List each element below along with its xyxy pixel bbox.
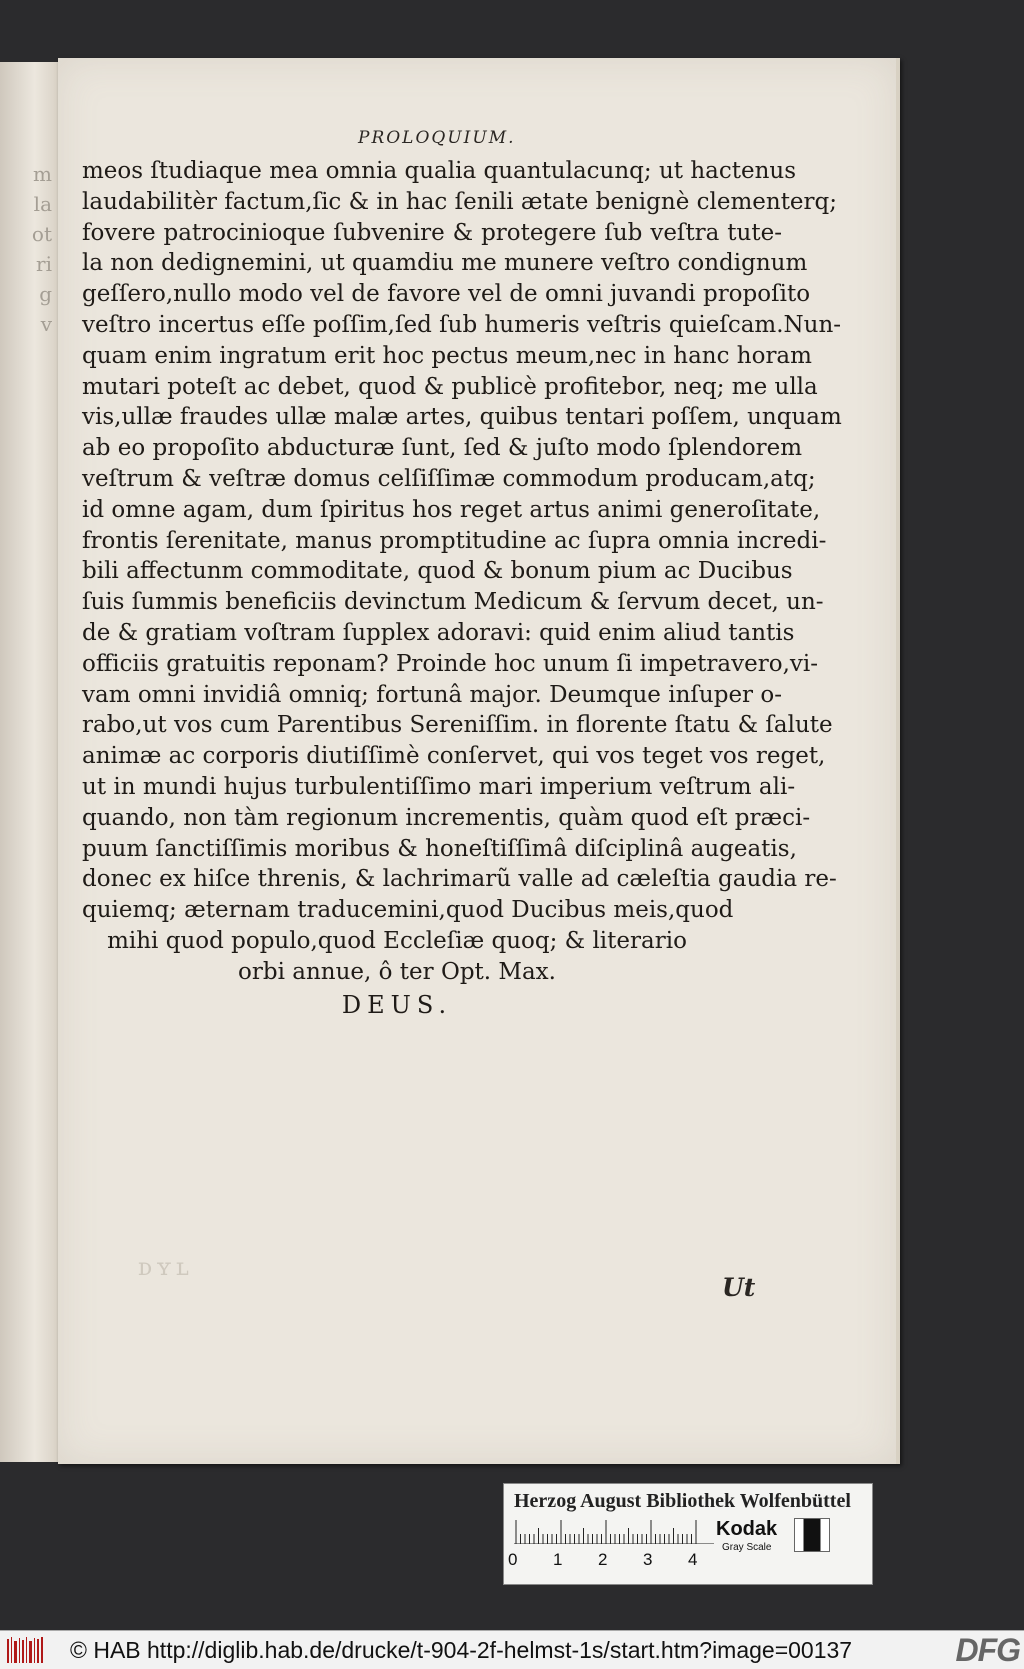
text-line: puum ſanctiſſimis moribus & honeſtiſſimâ diſciplinâ augeatis,: [82, 835, 797, 862]
closing-line: mihi quod populo,quod Eccleſiæ quoq; & literario: [107, 927, 687, 954]
body-lines: [82, 156, 842, 895]
catchword: Ut: [722, 1273, 756, 1302]
ruler-number: 3: [643, 1550, 653, 1569]
bleed-through-text: ri: [36, 252, 52, 276]
ruler-scale: [514, 1520, 714, 1544]
kodak-brand: Kodak: [716, 1518, 778, 1540]
book-page: [58, 58, 900, 1464]
text-line: meos ſtudiaque mea omnia qualia quantulacunq; ut hactenus: [82, 158, 797, 184]
text-line: ut in mundi hujus turbulentiſſimo mari imperium veſtrum ali-: [82, 773, 796, 800]
barcode-icon: [6, 1635, 46, 1665]
text-line: bili affectunm commoditate, quod & bonum pium ac Ducibus: [82, 558, 793, 585]
footer-bar: [0, 1630, 1024, 1669]
institution-label: Herzog August Bibliothek Wolfenbüttel: [514, 1490, 851, 1512]
gray-scale-label: Gray Scale: [722, 1542, 772, 1553]
bleed-through-text: la: [33, 192, 52, 216]
gray-scale-patch: [794, 1518, 830, 1552]
bleed-through-text: v: [40, 312, 52, 336]
ruler-number: 0: [508, 1550, 518, 1569]
text-line: animæ ac corporis diutiſſimè conſervet, qui vos teget vos reget,: [82, 743, 826, 770]
text-line: geſſero,nullo modo vel de favore vel de omni juvandi propoſito: [82, 281, 811, 308]
source-url[interactable]: © HAB http://diglib.hab.de/drucke/t-904-2f-helmst-1s/start.htm?image=00137: [70, 1637, 853, 1663]
text-line: mutari poteſt ac debet, quod & publicè profitebor, neq; me ulla: [82, 373, 818, 400]
ruler-number: 1: [553, 1550, 563, 1569]
facing-page-edge: [0, 62, 59, 1462]
text-line: vam omni invidiâ omniq; fortunâ major. Deumque inſuper o-: [82, 681, 782, 708]
text-line: quam enim ingratum erit hoc pectus meum,nec in hanc horam: [82, 342, 812, 369]
text-line: la non dedignemini, ut quamdiu me munere veſtro condignum: [82, 250, 808, 277]
bleed-through-mark: ᴅʏʟ: [138, 1253, 193, 1281]
text-line: ſuis ſummis beneficiis devinctum Medicum & ſervum decet, un-: [82, 589, 824, 616]
color-calibration-card: [503, 1483, 873, 1585]
running-head: PROLOQUIUM.: [358, 128, 516, 148]
bleed-through-text: ot: [31, 222, 52, 246]
closing-line: orbi annue, ô ter Opt. Max.: [238, 958, 556, 985]
ruler-number: 2: [598, 1550, 608, 1569]
text-line: frontis ſerenitate, manus promptitudine ac ſupra omnia incredi-: [82, 527, 827, 554]
text-line: quando, non tàm regionum incrementis, quàm quod eſt præci-: [82, 804, 811, 831]
bleed-through-text: g: [39, 282, 52, 306]
closing-lines: [82, 895, 782, 987]
text-line: donec ex hiſce threnis, & lachrimarũ valle ad cæleſtia gaudia re-: [82, 866, 837, 893]
text-line: laudabilitèr factum,ſic & in hac ſenili ætate benignè clementerq;: [82, 188, 838, 215]
text-line: veſtrum & veſtræ domus celſiſſimæ commodum producam,atq;: [82, 465, 816, 492]
bleed-through-text: m: [33, 162, 52, 186]
body-text: [82, 156, 842, 1020]
text-line: ab eo propoſito abducturæ ſunt, ſed & juſto modo ſplendorem: [82, 435, 803, 462]
text-line: id omne agam, dum ſpiritus hos reget artus animi generoſitate,: [82, 496, 821, 523]
text-line: veſtro incertus eſſe poſſim,ſed ſub humeris veſtris quieſcam.Nun-: [82, 311, 842, 338]
dfg-logo: DFG: [955, 1632, 1020, 1668]
text-line: officiis gratuitis reponam? Proinde hoc unum ſi impetravero,vi-: [82, 650, 819, 677]
text-line: rabo,ut vos cum Parentibus Sereniſſim. in florente ſtatu & ſalute: [82, 712, 833, 739]
closing-line: quiemq; æternam traducemini,quod Ducibus meis,quod: [82, 897, 734, 924]
ruler-number: 4: [688, 1550, 698, 1569]
text-line: de & gratiam voſtram ſupplex adoravi: quid enim aliud tantis: [82, 619, 795, 646]
text-line: vis,ullæ fraudes ullæ malæ artes, quibus tentari poſſem, unquam: [82, 404, 842, 431]
closing-word: DEUS.: [341, 990, 453, 1019]
text-line: fovere patrocinioque ſubvenire & protegere ſub veſtra tute-: [82, 219, 782, 246]
